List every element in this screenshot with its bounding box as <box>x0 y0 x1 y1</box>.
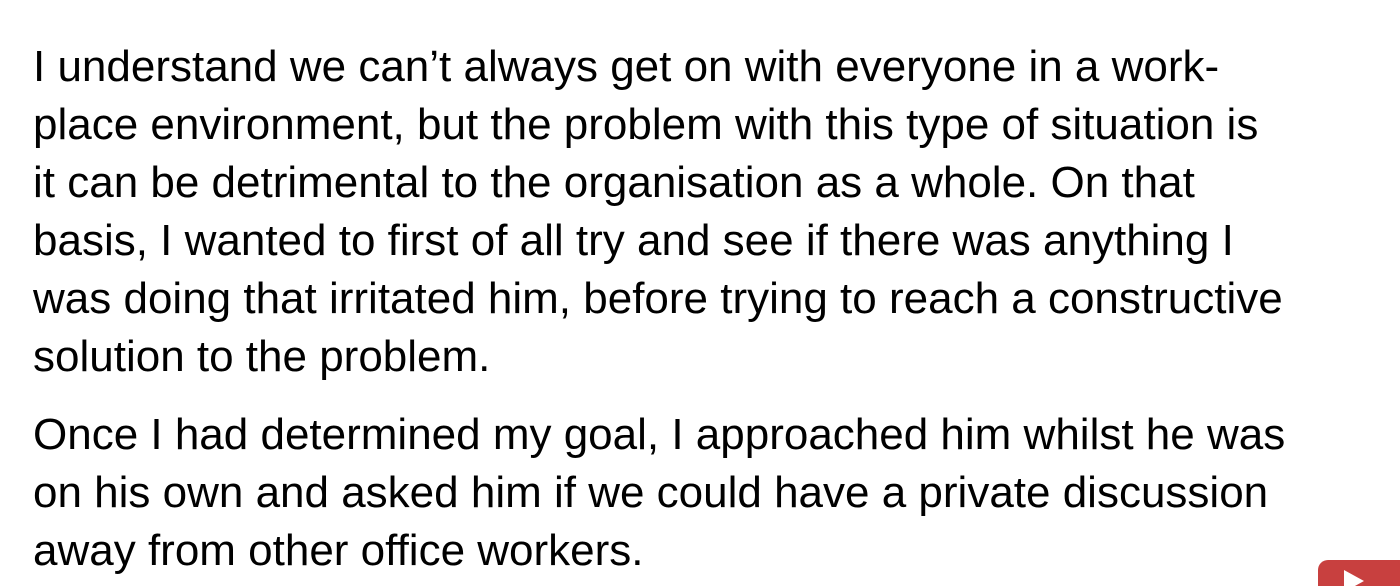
play-icon <box>1344 570 1364 586</box>
paragraph-2-line-2: on his own and asked him if we could have a private discussion <box>33 468 1269 517</box>
paragraph-2-line-1: Once I had determined my goal, I approached him whilst he was <box>33 410 1286 459</box>
paragraph-1 <box>33 38 1285 386</box>
paragraph-2-line-3: away from other office workers. <box>33 526 644 575</box>
paragraph-1-line-1: I understand we can’t always get on with everyone in a work- <box>33 42 1220 91</box>
play-button[interactable] <box>1318 560 1400 586</box>
paragraph-1-line-6: solution to the problem. <box>33 332 491 381</box>
paragraph-1-line-4: basis, I wanted to first of all try and see if there was anything I <box>33 216 1234 265</box>
paragraph-1-line-2: place environment, but the problem with this type of situation is <box>33 100 1259 149</box>
paragraph-2 <box>33 406 1285 580</box>
paragraph-spacer <box>33 386 1285 406</box>
text-body <box>33 38 1285 580</box>
paragraph-1-line-5: was doing that irritated him, before trying to reach a constructive <box>33 274 1283 323</box>
paragraph-1-line-3: it can be detrimental to the organisation as a whole. On that <box>33 158 1195 207</box>
